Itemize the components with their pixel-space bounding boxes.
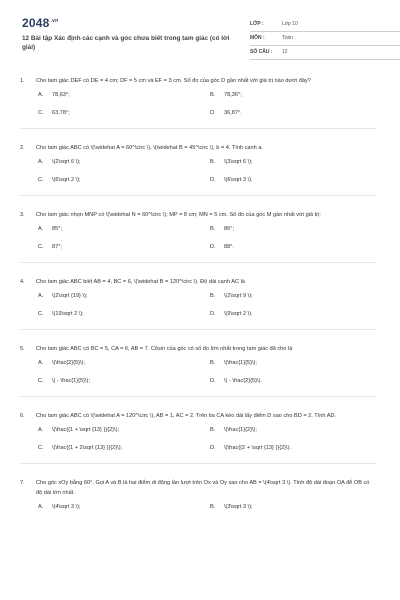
option-letter: A. bbox=[38, 159, 44, 165]
option-letter: B. bbox=[210, 159, 216, 165]
meta-value: 12 bbox=[282, 49, 288, 55]
option-text: \(2\sqrt 6 \); bbox=[52, 159, 81, 165]
answer-option-a[interactable] bbox=[38, 427, 119, 433]
option-letter: B. bbox=[210, 427, 216, 433]
option-letter: B. bbox=[210, 504, 216, 510]
option-text: 78,36°; bbox=[224, 92, 242, 98]
meta-key: LỚP : bbox=[250, 21, 264, 27]
option-letter: C. bbox=[38, 445, 44, 451]
option-text: \(6\sqrt 3 \). bbox=[224, 177, 253, 183]
option-letter: D. bbox=[210, 177, 216, 183]
answer-option-b[interactable] bbox=[210, 159, 253, 165]
option-text: \(9\sqrt 2 \). bbox=[224, 311, 253, 317]
answer-option-a[interactable] bbox=[38, 92, 70, 98]
option-text: 86°; bbox=[224, 226, 235, 232]
option-letter: C. bbox=[38, 177, 44, 183]
question-item bbox=[20, 210, 376, 263]
option-text: \(3\sqrt 3 \); bbox=[224, 504, 253, 510]
option-letter: A. bbox=[38, 427, 44, 433]
answer-options bbox=[20, 360, 376, 388]
option-text: \(19\sqrt 2 \); bbox=[52, 311, 84, 317]
option-letter: D. bbox=[210, 311, 216, 317]
answer-option-b[interactable] bbox=[210, 92, 242, 98]
question-number: 6. bbox=[20, 413, 25, 419]
option-text: 63,78°; bbox=[52, 110, 70, 116]
option-letter: B. bbox=[210, 226, 216, 232]
meta-value: Toán bbox=[282, 35, 293, 41]
option-text: \(3\sqrt 6 \); bbox=[224, 159, 253, 165]
option-text: 85°; bbox=[52, 226, 63, 232]
question-number: 4. bbox=[20, 279, 25, 285]
question-text: Cho tam giác ABC có \(\widehat A = 60^\circ \), \(\widehat B = 45^\circ \), b = 4. Tính cạnh a. bbox=[36, 145, 263, 151]
option-letter: A. bbox=[38, 293, 44, 299]
option-text: \( - \frac{1}{5}\); bbox=[52, 378, 90, 384]
option-text: 36,87°. bbox=[224, 110, 242, 116]
logo-tld: .vn bbox=[50, 18, 59, 24]
answer-options bbox=[20, 226, 376, 254]
option-letter: C. bbox=[38, 311, 44, 317]
question-item bbox=[20, 277, 376, 330]
answer-options bbox=[20, 293, 376, 321]
answer-option-d[interactable] bbox=[210, 244, 234, 250]
option-text: \(\frac{{1 + 2\sqrt {13} }}{2}\); bbox=[52, 445, 123, 451]
answer-option-a[interactable] bbox=[38, 293, 87, 299]
option-text: 87°; bbox=[52, 244, 63, 250]
question-text: Cho tam giác ABC có \(\widehat A = 120^\circ \), AB = 1, AC = 2. Trên tia CA kéo dài lấy điểm D sao cho BD = 2. Tính AD. bbox=[36, 413, 337, 419]
question-text: Cho tam giác DEF có DE = 4 cm; DF = 5 cm và EF = 3 cm. Số đo của góc D gần nhất với giá trị nào dưới đây? bbox=[36, 78, 311, 84]
site-logo[interactable] bbox=[22, 16, 58, 30]
answer-option-d[interactable] bbox=[210, 110, 242, 116]
question-item bbox=[20, 411, 376, 464]
option-text: \(\frac{1}{2}\); bbox=[224, 427, 257, 433]
answer-options bbox=[20, 427, 376, 455]
meta-row-class bbox=[250, 18, 400, 32]
option-text: \(\frac{{1 + \sqrt {13} }}{2}\); bbox=[52, 427, 120, 433]
logo-number: 2048 bbox=[22, 16, 50, 30]
answer-options bbox=[20, 92, 376, 120]
option-letter: D. bbox=[210, 445, 216, 451]
option-text: \(\frac{{2 + \sqrt {13} }}{2}\). bbox=[224, 445, 292, 451]
option-letter: C. bbox=[38, 378, 44, 384]
answer-option-c[interactable] bbox=[38, 445, 122, 451]
answer-option-a[interactable] bbox=[38, 159, 81, 165]
question-text: Cho tam giác nhọn MNP có \(\widehat N = 60^\circ \); MP = 8 cm; MN = 5 cm. Số đo của góc M gần nhất với giá trị: bbox=[36, 212, 321, 218]
meta-key: SỐ CÂU : bbox=[250, 49, 273, 55]
option-letter: B. bbox=[210, 293, 216, 299]
meta-row-subject bbox=[250, 32, 400, 46]
answer-option-d[interactable] bbox=[210, 378, 262, 384]
option-text: \(4\sqrt 3 \); bbox=[52, 504, 81, 510]
option-letter: B. bbox=[210, 360, 216, 366]
option-letter: D. bbox=[210, 110, 216, 116]
option-letter: A. bbox=[38, 226, 44, 232]
answer-option-c[interactable] bbox=[38, 177, 81, 183]
answer-option-b[interactable] bbox=[210, 293, 253, 299]
question-number: 3. bbox=[20, 212, 25, 218]
answer-option-d[interactable] bbox=[210, 177, 253, 183]
meta-row-count bbox=[250, 46, 400, 60]
meta-key: MÔN : bbox=[250, 35, 265, 41]
answer-option-b[interactable] bbox=[210, 504, 253, 510]
question-text: Cho tam giác ABC có BC = 5, CA = 6, AB = 7. Côsin của góc có số đo lớn nhất trong tam giác đã cho là bbox=[36, 346, 293, 352]
option-text: 88°. bbox=[224, 244, 235, 250]
question-number: 2. bbox=[20, 145, 25, 151]
answer-option-d[interactable] bbox=[210, 445, 291, 451]
option-text: \(2\sqrt 9 \); bbox=[224, 293, 253, 299]
meta-info bbox=[250, 18, 400, 60]
option-text: \(6\sqrt 2 \); bbox=[52, 177, 81, 183]
question-text: Cho tam giác ABC biết AB = 4, BC = 6, \(\widehat B = 120^\circ \). Độ dài cạnh AC là bbox=[36, 279, 245, 285]
option-letter: A. bbox=[38, 504, 44, 510]
option-text: \( - \frac{2}{5}\). bbox=[224, 378, 262, 384]
option-letter: D. bbox=[210, 244, 216, 250]
answer-option-b[interactable] bbox=[210, 360, 257, 366]
answer-option-c[interactable] bbox=[38, 110, 70, 116]
answer-option-a[interactable] bbox=[38, 226, 62, 232]
answer-option-a[interactable] bbox=[38, 360, 85, 366]
option-letter: C. bbox=[38, 110, 44, 116]
question-item bbox=[20, 344, 376, 397]
answer-option-b[interactable] bbox=[210, 427, 257, 433]
answer-option-c[interactable] bbox=[38, 378, 90, 384]
option-letter: C. bbox=[38, 244, 44, 250]
page-header bbox=[22, 14, 382, 60]
option-text: \(2\sqrt {19} \); bbox=[52, 293, 88, 299]
question-item bbox=[20, 76, 376, 129]
answer-option-c[interactable] bbox=[38, 311, 84, 317]
answer-options bbox=[20, 504, 376, 532]
question-number: 1. bbox=[20, 78, 25, 84]
document-title: 12 Bài tập Xác định các cạnh và góc chưa biết trong tam giác (có lời giải) bbox=[22, 35, 230, 51]
answer-option-b[interactable] bbox=[210, 226, 234, 232]
answer-option-a[interactable] bbox=[38, 504, 81, 510]
option-letter: A. bbox=[38, 92, 44, 98]
meta-value: Lớp 10 bbox=[282, 21, 298, 27]
question-item bbox=[20, 478, 376, 540]
option-text: 78,63°; bbox=[52, 92, 70, 98]
option-text: \(\frac{1}{5}\); bbox=[224, 360, 257, 366]
option-text: \(\frac{2}{5}\); bbox=[52, 360, 85, 366]
question-item bbox=[20, 143, 376, 196]
question-number: 7. bbox=[20, 480, 25, 486]
option-letter: A. bbox=[38, 360, 44, 366]
question-list bbox=[20, 76, 376, 554]
question-text: Cho góc xOy bằng 60°. Gọi A và B là hai điểm di động lần lượt trên Ox và Oy sao cho AB = \(4\sqrt 3 \). Tính độ dài đoạn OA để OB có độ dài lớn nhất. bbox=[36, 480, 370, 496]
option-letter: D. bbox=[210, 378, 216, 384]
answer-option-c[interactable] bbox=[38, 244, 62, 250]
option-letter: B. bbox=[210, 92, 216, 98]
answer-options bbox=[20, 159, 376, 187]
answer-option-d[interactable] bbox=[210, 311, 253, 317]
question-number: 5. bbox=[20, 346, 25, 352]
